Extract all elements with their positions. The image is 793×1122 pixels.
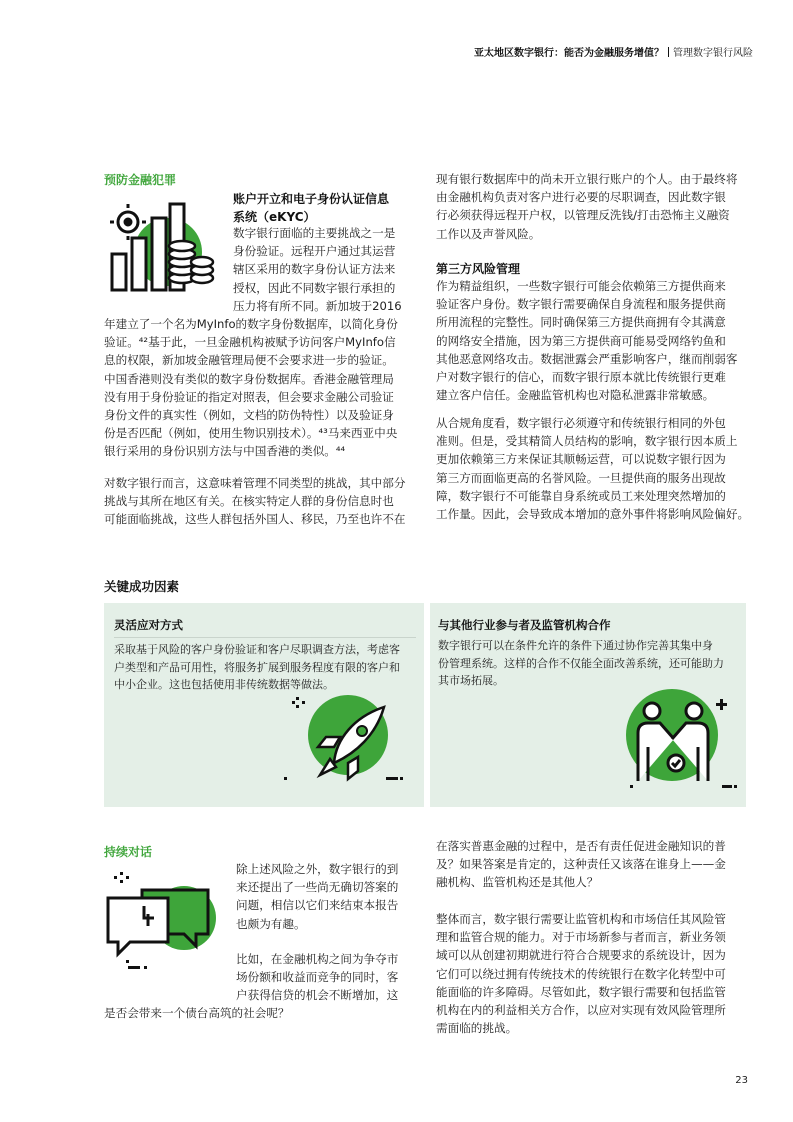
text-line: 场份额和收益而竞争的同时，客 (236, 970, 399, 985)
text-line: 从合规角度看，数字银行必须遵守和传统银行相同的外包 (436, 416, 726, 430)
header-title: 亚太地区数字银行：能否为金融服务增值？ (474, 48, 664, 59)
text-line: 验证。⁴²基于此，一旦金融机构被赋予访问客户MyInfo信 (104, 335, 396, 350)
text-line: 户对数字银行的信心，而数字银行原本就比传统银行更难 (436, 370, 726, 385)
text-line: 所用流程的完整性。同时确保第三方提供商拥有令其满意 (436, 315, 726, 330)
fraud-wide-text (104, 315, 414, 461)
text-line: 其他恶意网络攻击。数据泄露会严重影响客户，继而削弱客 (436, 351, 738, 366)
text-line: 行必须获得远程开户权，以管理反洗钱/打击恐怖主义融资 (436, 208, 730, 223)
right-paragraph-2 (436, 277, 756, 404)
text-line: 数字银行可以在条件允许的条件下通过协作完善其集中身 (438, 639, 713, 652)
text-line: 理和监管合规的能力。对于市场新参与者而言，新业务领 (436, 930, 726, 945)
text-line: 辖区采用的数字身份认证方法来 (233, 262, 396, 277)
text-line: 融机构、监管机构还是其他人？ (436, 875, 599, 890)
partnership-icon (614, 687, 744, 797)
ekyc-subtitle-line: 账户开立和电子身份认证信息 (233, 192, 390, 206)
text-line: 数字银行面临的主要挑战之一是 (233, 226, 396, 240)
fraud-paragraph-2 (104, 474, 414, 529)
header-divider (668, 47, 669, 57)
dialogue-icon (104, 866, 224, 974)
rocket-icon (284, 691, 404, 791)
fraud-narrow-text (233, 224, 413, 315)
text-line: 也颇为有趣。 (236, 916, 306, 931)
text-line: 对数字银行而言，这意味着管理不同类型的挑战，其中部分 (104, 476, 406, 490)
text-line: 它们可以绕过拥有传统技术的传统银行在数字化转型中可 (436, 966, 726, 981)
divider (114, 637, 416, 638)
ksf-left-panel (104, 603, 424, 807)
text-line: 采取基于风险的客户身份验证和客户尽职调查方法，考虑客 (114, 643, 400, 656)
text-line: 工作量。因此，会导致成本增加的意外事件将影响风险偏好。 (436, 507, 750, 522)
text-line: 作为精益组织，一些数字银行可能会依赖第三方提供商来 (436, 279, 726, 293)
text-line: 身份验证。远程开户通过其运营 (233, 244, 396, 259)
ksf-right-panel (430, 603, 746, 807)
text-line: 整体而言，数字银行需要让监管机构和市场信任其风险管 (436, 912, 726, 926)
text-line: 障，数字银行不可能靠自身系统或员工来处理突然增加的 (436, 488, 726, 503)
text-line: 中小企业。这也包括使用非传统数据等做法。 (114, 678, 334, 692)
text-line: 问题，相信以它们来结束本报告 (236, 898, 399, 913)
text-line: 更加依赖第三方来保证其顺畅运营，可以说数字银行因为 (436, 452, 726, 467)
page-number: 23 (735, 1075, 748, 1086)
text-line: 来还提出了一些尚无确切答案的 (236, 880, 399, 895)
text-line: 银行采用的身份识别方法与中国香港的类似。⁴⁴ (104, 444, 346, 459)
text-line: 息的权限，新加坡金融管理局便不会要求进一步的验证。 (104, 353, 394, 368)
ksf-right-text (438, 637, 738, 690)
text-line: 工作以及声誉风险。 (436, 226, 541, 241)
right-paragraph-1 (436, 170, 756, 243)
text-line: 及？如果答案是肯定的，这种责任又该落在谁身上——金 (436, 857, 726, 872)
ksf-right-title: 与其他行业参与者及监管机构合作 (438, 618, 611, 632)
text-line: 中国香港则没有类似的数字身份数据库。香港金融管理局 (104, 371, 394, 386)
header-section: 管理数字银行风险 (673, 48, 753, 59)
fraud-heading: 预防金融犯罪 (104, 173, 177, 187)
text-line: 验证客户身份。数字银行需要确保自身流程和服务提供商 (436, 297, 726, 312)
right-paragraph-3 (436, 414, 756, 523)
text-line: 由金融机构负责对客户进行必要的尽职调查，因此数字银 (436, 190, 726, 205)
text-line: 准则。但是，受其精简人员结构的影响，数字银行因本质上 (436, 434, 738, 449)
text-line: 比如，在金融机构之间为争夺市 (236, 952, 399, 966)
text-line: 第三方而面临更高的名誉风险。一旦提供商的服务出现故 (436, 470, 726, 485)
text-line: 身份文件的真实性（例如，文档的防伪特性）以及验证身 (104, 408, 394, 423)
dialogue-text-b (236, 950, 416, 1005)
dialogue-last-line (104, 1004, 414, 1022)
text-line: 除上述风险之外，数字银行的到 (236, 862, 399, 876)
text-line: 域可以从创建初期就进行符合合规要求的系统设计，因为 (436, 948, 726, 963)
text-line: 份是否匹配（例如，使用生物识别技术）。⁴³马来西亚中央 (104, 426, 398, 441)
text-line: 挑战与其所在地区有关。在核实特定人群的身份信息时也 (104, 494, 394, 509)
text-line: 户类型和产品可用性，将服务扩展到服务程度有限的客户和 (114, 660, 400, 674)
right-bottom-paragraph-1 (436, 837, 756, 892)
financial-chart-icon (104, 196, 216, 296)
text-line: 其市场拓展。 (438, 674, 504, 688)
text-line: 可能面临挑战，这些人群包括外国人、移民，乃至也许不在 (104, 512, 406, 527)
text-line: 在落实普惠金融的过程中，是否有责任促进金融知识的普 (436, 839, 726, 853)
ksf-heading: 关键成功因素 (104, 579, 180, 594)
third-party-heading: 第三方风险管理 (436, 262, 521, 276)
text-line: 机构在内的利益相关方合作，以应对实现有效风险管理所 (436, 1003, 726, 1018)
ekyc-subtitle-line: 系统（eKYC） (233, 209, 316, 224)
dialogue-heading: 持续对话 (104, 845, 153, 859)
text-line: 现有银行数据库中的尚未开立银行账户的个人。由于最终将 (436, 172, 738, 186)
text-line: 是否会带来一个债台高筑的社会呢？ (104, 1006, 290, 1020)
text-line: 户获得信贷的机会不断增加，这 (236, 988, 399, 1003)
ksf-left-title: 灵活应对方式 (114, 618, 183, 632)
text-line: 压力将有所不同。新加坡于2016 (233, 298, 402, 313)
right-bottom-paragraph-2 (436, 910, 756, 1037)
ekyc-subtitle (233, 191, 389, 226)
ksf-left-text (114, 641, 416, 694)
dialogue-text-a (236, 860, 416, 933)
text-line: 份管理系统。这样的合作不仅能全面改善系统，还可能助力 (438, 656, 724, 670)
text-line: 没有用于身份验证的指定对照表，但会要求金融公司验证 (104, 389, 394, 404)
text-line: 的网络安全措施，因为第三方提供商可能易受网络钓鱼和 (436, 333, 726, 348)
text-line: 年建立了一个名为MyInfo的数字身份数据库，以简化身份 (104, 317, 398, 331)
text-line: 授权，因此不同数字银行承担的 (233, 280, 396, 295)
text-line: 建立客户信任。金融监管机构也对隐私泄露非常敏感。 (436, 388, 715, 403)
text-line: 能面临的许多障碍。尽管如此，数字银行需要和包括监管 (436, 984, 726, 999)
text-line: 需面临的挑战。 (436, 1021, 518, 1036)
running-header (474, 44, 753, 59)
